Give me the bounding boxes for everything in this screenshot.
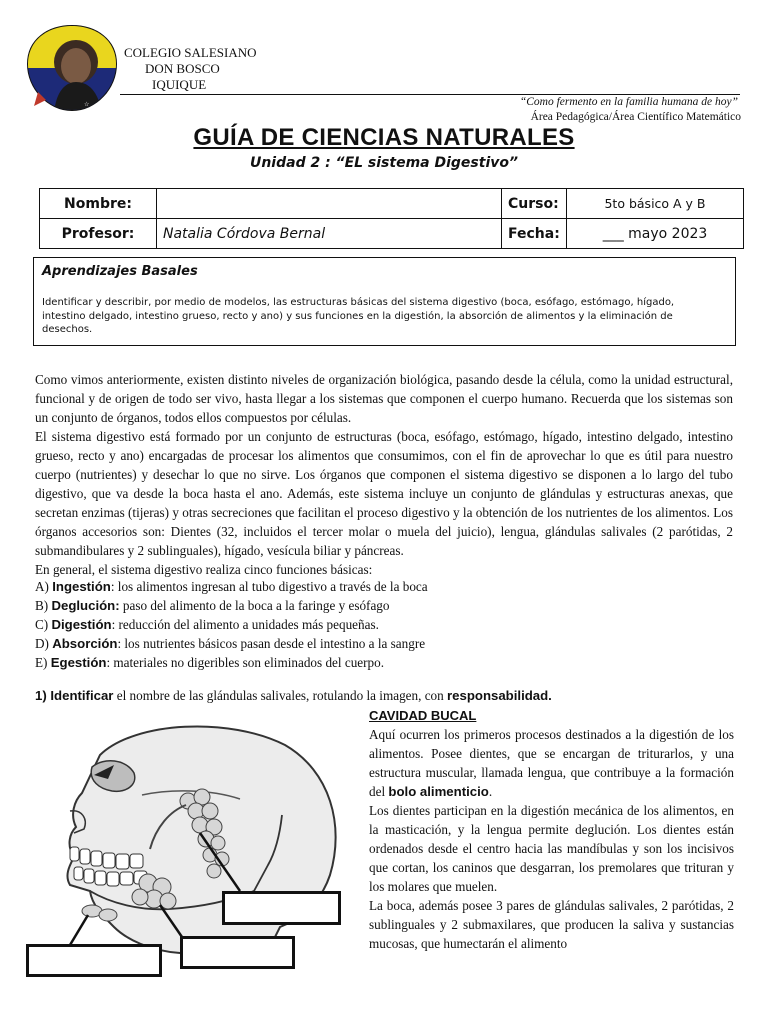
learning-text: Identificar y describir, por medio de modelos, las estructuras básicas del sistema digestivo (boca, esófago, estómago, hígado, intestino delgado, intestino grueso, recto y ano) y sus funciones en la digestión, la absorción de alimentos y la eliminación de desechos. [42, 297, 675, 335]
section-text [369, 725, 734, 953]
info-table [39, 188, 744, 249]
list-item [35, 596, 735, 615]
list-item [35, 653, 735, 672]
function-description: : materiales no digeribles son eliminados del cuerpo. [106, 655, 385, 670]
list-item [35, 577, 735, 596]
date-field[interactable]: ___ mayo 2023 [567, 219, 744, 249]
list-letter: A) [35, 579, 53, 594]
function-description: : reducción del alimento a unidades más pequeñas. [111, 617, 379, 632]
table-row [40, 219, 744, 249]
page-subtitle: Unidad 2 : “EL sistema Digestivo” [249, 155, 519, 171]
body-text [35, 370, 733, 579]
paragraph: La boca, además posee 3 pares de glándulas salivales, 2 parótidas, 2 sublinguales y 2 submaxilares, que producen la saliva y sustancias mucosas, que humectarán el alimento [369, 898, 734, 951]
list-item [35, 634, 735, 653]
bold-term: bolo alimenticio [388, 784, 489, 799]
function-term: Egestión [50, 655, 107, 670]
paragraph: En general, el sistema digestivo realiza cinco funciones básicas: [35, 562, 373, 577]
activity-instruction [35, 688, 552, 704]
list-item [35, 615, 735, 634]
gland-label-box-parotid[interactable] [222, 891, 341, 925]
activity-number: 1) [35, 688, 51, 703]
course-label: Curso: [502, 189, 567, 219]
name-label: Nombre: [40, 189, 157, 219]
paragraph: Los dientes participan en la digestión mecánica de los alimentos, en la masticación, y la lengua permite deglución. Los dientes están ordenados desde el centro hacia las mandíbulas y son los incisivos que cortan, los caninos que desgarran, los premolares que trituran y los molares que muelen. [369, 803, 734, 894]
list-letter: B) [35, 598, 52, 613]
activity-value: responsabilidad. [447, 688, 552, 703]
gland-label-box-submandibular[interactable] [180, 936, 295, 969]
school-name-line3: IQUIQUE [152, 77, 207, 92]
svg-text:☆: ☆ [84, 101, 90, 108]
teacher-label: Profesor: [40, 219, 157, 249]
function-term: Digestión [51, 617, 112, 632]
school-name-line2: DON BOSCO [145, 61, 220, 76]
learning-title: Aprendizajes Basales [42, 264, 198, 279]
name-field[interactable] [157, 189, 502, 219]
school-motto: “Como fermento en la familia humana de hoy” [519, 96, 738, 108]
list-letter: E) [35, 655, 51, 670]
header-divider [120, 94, 740, 95]
paragraph: Como vimos anteriormente, existen distinto niveles de organización biológica, pasando desde la célula, como la unidad estructural, funcional y de origen de todo ser vivo, hasta llegar a los sistemas que componen el cuerpo humano. Recuerda que los sistemas son un conjunto de órganos, todos ellos compuestos por células. [35, 372, 733, 425]
teacher-value: Natalia Córdova Bernal [157, 219, 502, 249]
function-description: paso del alimento de la boca a la faringe y esófago [119, 598, 390, 613]
paragraph: El sistema digestivo está formado por un conjunto de estructuras (boca, esófago, estómago, hígado, intestino delgado, intestino grueso, recto y ano) encargadas de procesar los alimentos que consumimos, con el fin de aprovechar lo que es útil para nuestro cuerpo (nutrientes) y desechar lo que no sirve. Los órganos que componen el sistema digestivo se disponen a lo largo del tubo digestivo, que va desde la boca hasta el ano. Además, este sistema incluye un conjunto de glándulas y estructuras anexas, que secretan enzimas (tijeras) y otras secreciones que facilitan el proceso digestivo y la obtención de los nutrientes de los alimentos. Los órganos accesorios son: Dientes (32, incluidos el tercer molar o muela del juicio), lengua, glándulas salivales (2 parótidas, 2 submandibulares y 2 sublinguales), hígado, vesícula biliar y páncreas. [35, 429, 733, 558]
section-title: CAVIDAD BUCAL [369, 708, 477, 723]
text: Aquí ocurren los primeros procesos destinados a la digestión de los alimentos. Posee dientes, que se encargan de triturarlos, y una estructura muscular, llamada lengua, que contribuye a la formación del [369, 727, 734, 799]
function-description: : los alimentos ingresan al tubo digestivo a través de la boca [110, 579, 428, 594]
area-label: Área Pedagógica/Área Científico Matemático [530, 111, 741, 123]
activity-verb: Identificar [50, 688, 114, 703]
gland-label-box-sublingual[interactable] [26, 944, 162, 977]
school-name-line1: COLEGIO SALESIANO [124, 45, 257, 60]
activity-text: el nombre de las glándulas salivales, rotulando la imagen, con [113, 688, 448, 703]
page-title: GUÍA DE CIENCIAS NATURALES [193, 124, 575, 151]
table-row [40, 189, 744, 219]
list-letter: D) [35, 636, 53, 651]
function-term: Deglución: [51, 598, 120, 613]
function-term: Ingestión [52, 579, 111, 594]
text: . [488, 784, 493, 799]
paragraph [369, 725, 734, 801]
school-crest-icon [24, 22, 120, 114]
function-term: Absorción [52, 636, 118, 651]
function-description: : los nutrientes básicos pasan desde el intestino a la sangre [117, 636, 426, 651]
list-letter: C) [35, 617, 52, 632]
date-label: Fecha: [502, 219, 567, 249]
course-value: 5to básico A y B [567, 189, 744, 219]
learning-objectives-box [33, 257, 736, 346]
